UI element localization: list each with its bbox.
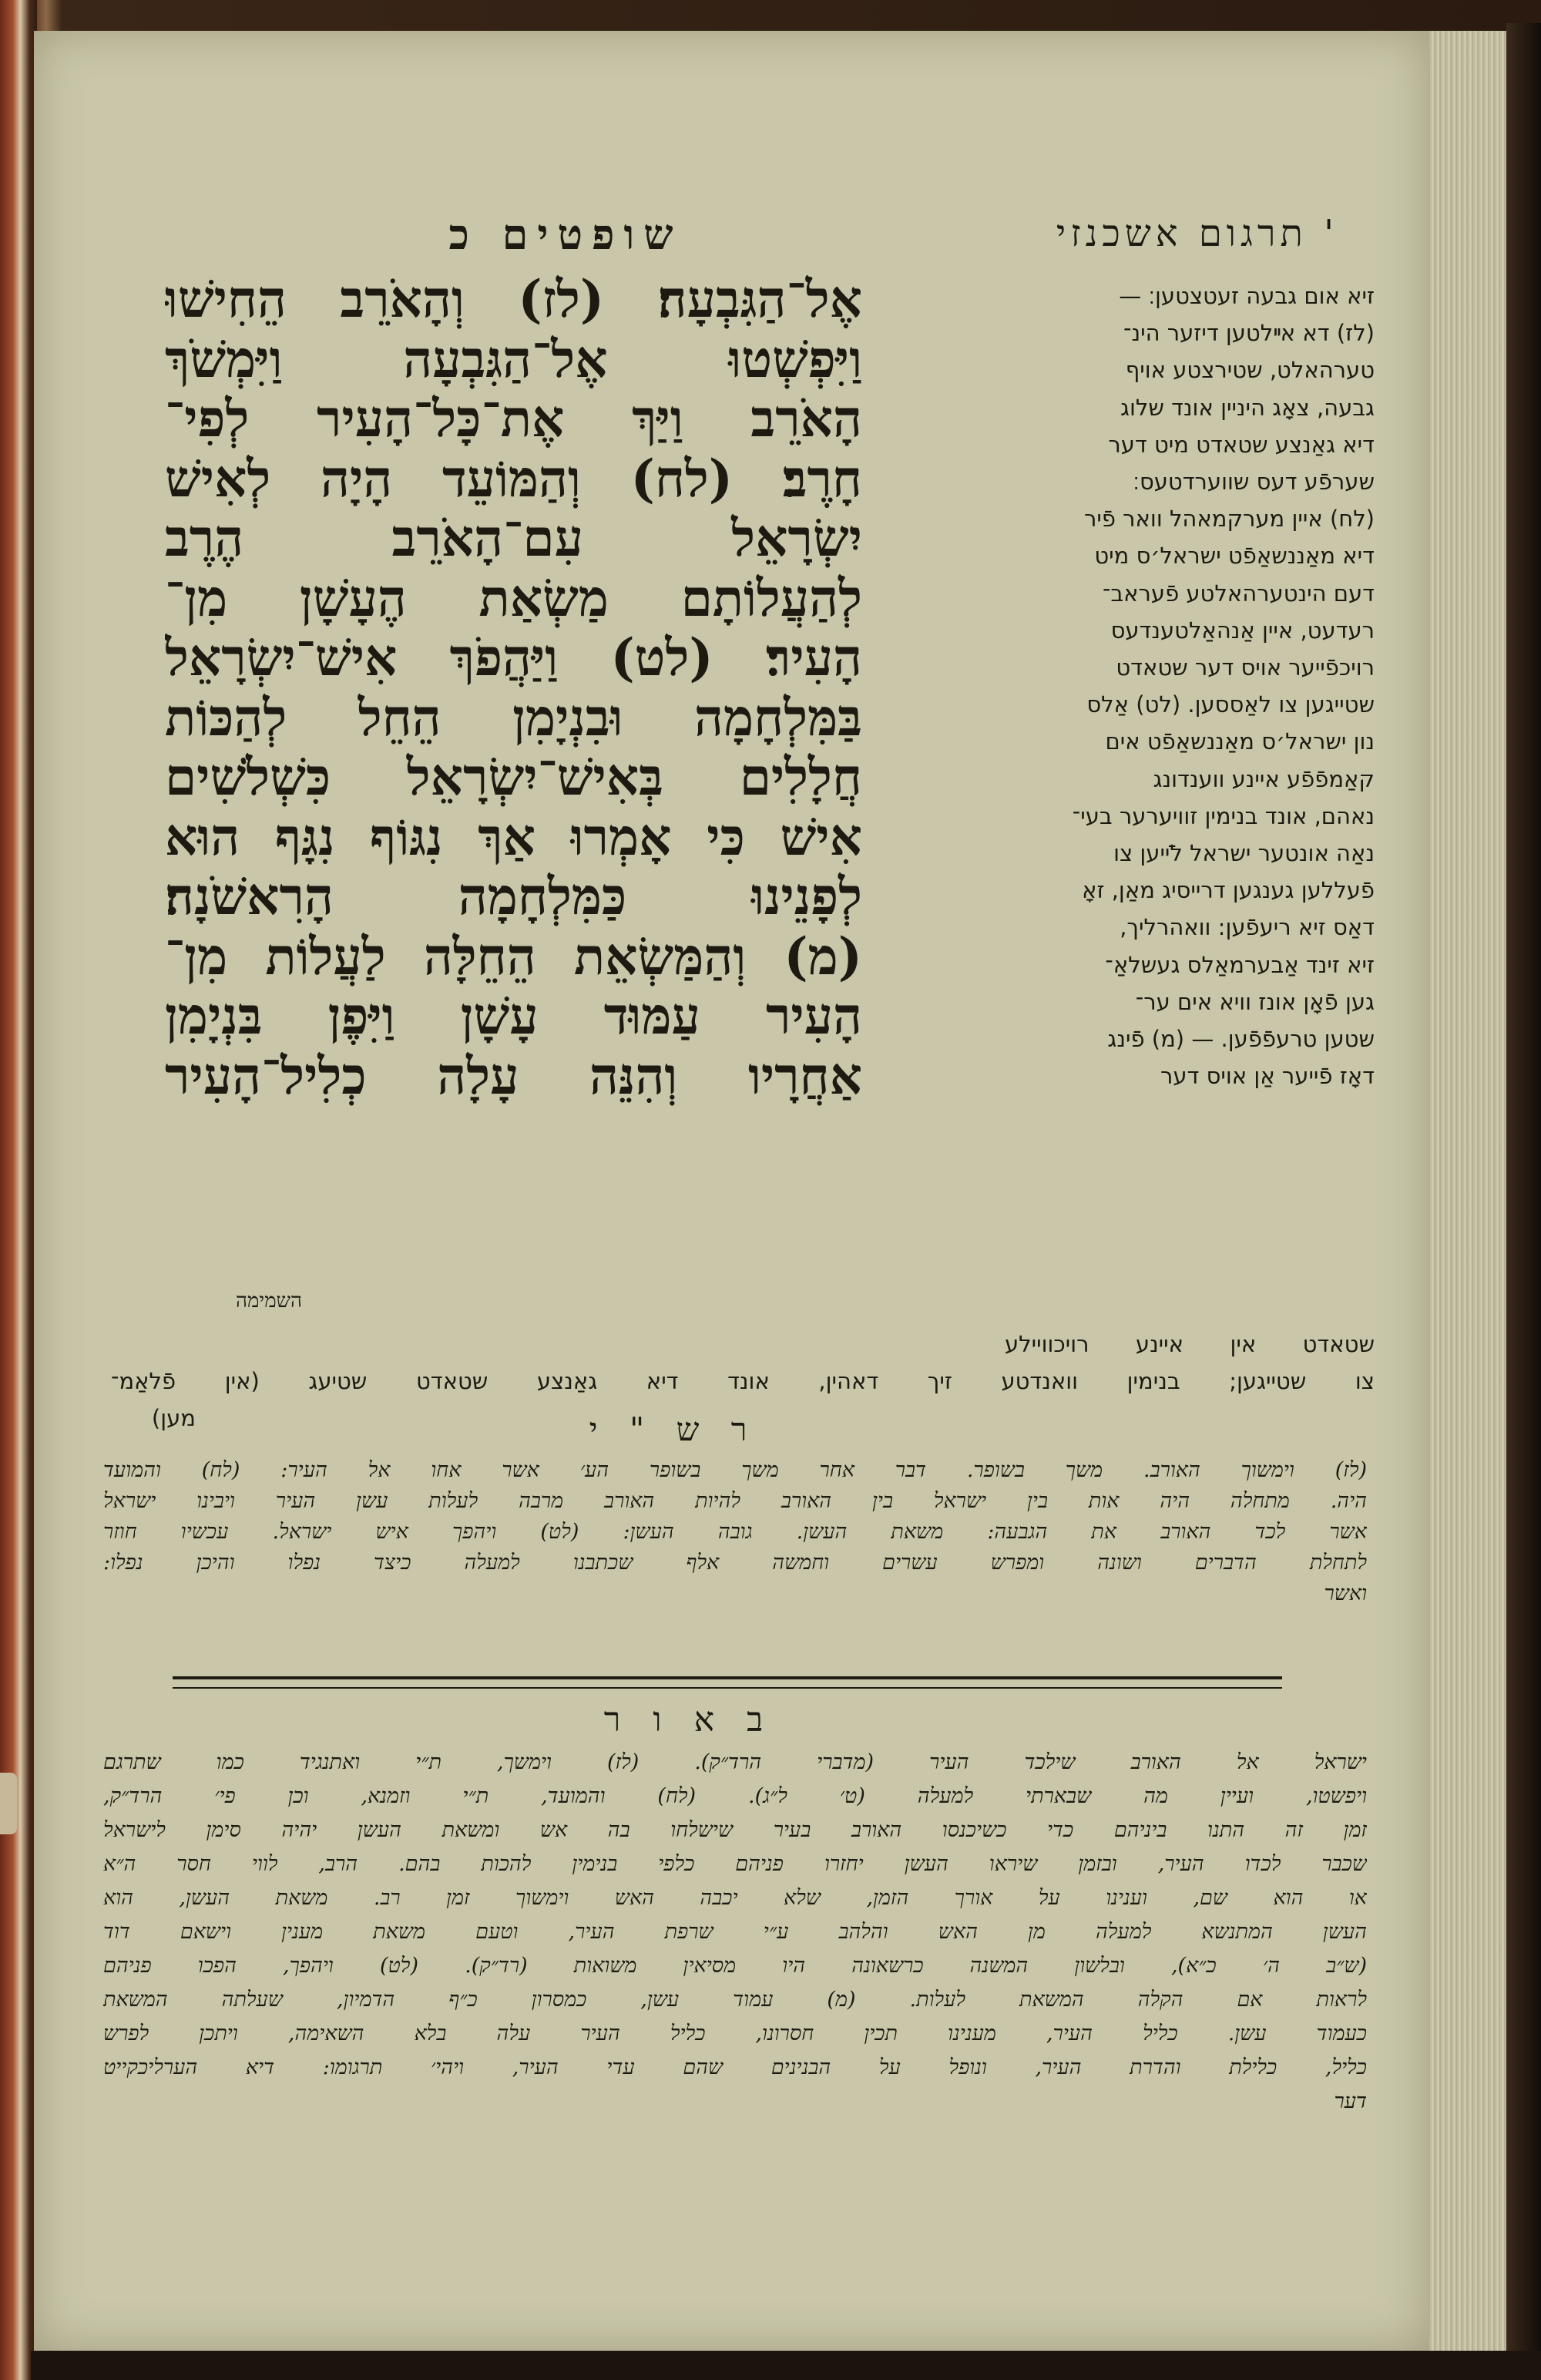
book-chapter-header: שופטים כ [448, 210, 683, 259]
targum-line: שטייגען צו לאַססען. (לט) אַלס [1086, 691, 1375, 718]
targum-line: זיא אום גבעה זעטצטען׃ — [1119, 283, 1375, 309]
targum-line-text: מען) [151, 1405, 196, 1431]
verse-line: יִשְׂרָאֵל עִם־הָאֹרֵב הֶרֶב [165, 509, 862, 568]
targum-line: גען פֿאָן אונז וויא אים ער־ [1135, 988, 1375, 1015]
targum-line: נון ישראל׳ס מאַננשאַפֿט אים [1105, 728, 1375, 755]
biur-line: (ש״ב ה׳ כ״א), ובלשון המשנה כרשאונה היו מסיאין משואות (רד״ק). (לט) ויהפך, הפכו פניהם [103, 1954, 1367, 1978]
verse-line: (מ) וְהַמַּשְׂאֵת הֵחֵלָּה לַעֲלוֹת מִן־ [165, 926, 862, 987]
biur-line: ישראל אל האורב שילכד העיר (מדברי הרד״ק). (לז) וימשך, ת״י ואתנגיד כמו שתרגם [103, 1750, 1367, 1774]
verse-line: אַחֲרָיו וְהִנֵּה עָלָה כְלִיל־הָעִיר [165, 1046, 862, 1106]
targum-line: דאָז פֿייער אַן אויס דער [1160, 1063, 1375, 1090]
verse-line: הָעִיר׃ (לט) וַיַּהֲפֹךְ אִישׁ־יִשְׂרָאֵל [165, 628, 862, 687]
verse-line: הָעִיר עַמּוּד עָשָׁן וַיִּפֶן בִּנְיָמִן [165, 987, 862, 1046]
targum-header: ' תרגום אשכנזי [1056, 212, 1339, 255]
verse-line: בַּמִּלְחָמָה וּבִנְיָמִן הֵחֵל לְהַכּוֹת [165, 687, 862, 748]
page-stack-edge [1425, 31, 1510, 2351]
rashi-line: (לז) וימשוך האורב. משך בשופר. דבר אחר משך בשופר הע׳ אשר אחו אל העיר: (לח) והמועד [103, 1458, 1367, 1482]
bottom-shadow [31, 2351, 1541, 2380]
rashi-line: אשר לכד האורב את הגבעה: משאת העשן. גובה העשן: (לט) ויהפך איש ישראל. עכשיו חוזר [103, 1520, 1367, 1544]
rashi-commentary [103, 1455, 1367, 1609]
targum-line: רעדעט, איין אַנהאַלטענדעס [1110, 617, 1375, 644]
targum-line: זיא זינד אַבערמאַלס געשלאַ־ [1105, 951, 1375, 978]
book-page [34, 31, 1429, 2351]
targum-line: דעם הינטערהאלטע פֿעראב־ [1102, 580, 1375, 607]
targum-line: (לח) איין מערקמאהל וואר פֿיר [1083, 506, 1375, 533]
biur-line: לראות אם הקלה המשאת לעלות. (מ) עמוד עשן, כמסרון כ״ף הדמיון, שעלתה המשאת [103, 1988, 1367, 2012]
verse-line: הָאֹרֵב וַיַּךְ אֶת־כָּל־הָעִיר לְפִי־ [165, 389, 862, 449]
verse-line: וַיִּפְשְׁטוּ אֶל־הַגִּבְעָה וַיִּמְשֹׁךְ [165, 329, 862, 389]
targum-line: פֿעללען גענגען דרייסיג מאַן, זאָ [1082, 877, 1375, 904]
biur-line: העשן המתנשא למעלה מן האש והלהב ע״י שרפת העיר, וטעם משאת מענין וישאם דוד [103, 1920, 1367, 1944]
rashi-line: היה. מתחלה היה אות בין ישראל בין האורב להיות האורב מרבה לעלות עשן העיר ויבינו ישראל [103, 1489, 1367, 1513]
biur-line: כליל, כלילת והדרת העיר, ונופל על הבנינים שהם עדי העיר, ויהי׳ תרגומו: דיא הערליכקייט [103, 2056, 1367, 2079]
targum-line: קאַמפֿפֿע איינע ווענדונג [1153, 765, 1375, 792]
targum-line-text: שטאדט אין איינע רויכוויילע [1005, 1331, 1375, 1357]
targum-line: רויכפֿייער אויס דער שטאדט [1116, 654, 1375, 681]
verse-line: חֲלָלִים בְּאִישׁ־יִשְׂרָאֵל כִּשְׁלֹשִׁים [165, 748, 862, 807]
biur-line: שכבר לכדו העיר, ובזמן שיראו העשן יחזרו פניהם כלפי בנימין להכות בהם. הרב, לווי חסר ה״א [103, 1852, 1367, 1876]
biblical-text-column [165, 270, 862, 1106]
facing-page-edge [0, 0, 37, 2380]
biur-line: זמן זה התנו ביניהם כדי כשיכנסו האורב בעיר שישלחו בה אש ומשאת העשן יהיה סימן לישראל [103, 1818, 1367, 1842]
biur-line: דער [1334, 2089, 1367, 2113]
targum-line: צו שטייגען; בנימין וואנדטע זיך דאהין, אונד דיא גאַנצע שטאדט שטיעג (אין פֿלאַמ־ [111, 1368, 1375, 1394]
targum-line: דיא מאַננשאַפֿט ישראל׳ס מיט [1094, 543, 1375, 570]
targum-line: דאַס זיא ריעפֿען: וואהרליך, [1120, 914, 1375, 941]
targum-column [1005, 277, 1375, 1094]
targum-line [111, 1326, 1375, 1363]
biur-commentary [103, 1746, 1367, 2119]
rashi-line: לתחלת הדברים ושונה ומפרש עשרים וחמשה אלף שכתבנו למעלה כיצד נפלו והיכן נפלו: [103, 1551, 1367, 1575]
targum-line: שטען טרעפֿפֿען. — (מ) פֿינג [1107, 1026, 1375, 1053]
rashi-line: ואשר [1324, 1582, 1367, 1605]
biur-title: ב א ו ר [603, 1700, 774, 1740]
catchword: השמימה [236, 1289, 302, 1313]
book-edge-shadow [1506, 23, 1541, 2358]
rashi-title: ר ש " י [589, 1410, 758, 1448]
biur-line: כעמוד עשן. כליל העיר, מענינו תכין חסרונו, כליל העיר עלה בלא השאימה, ויתכן לפרש [103, 2022, 1367, 2046]
verse-line: אֶל־הַגִּבְעָה׃ (לז) וְהָאֹרֵב הֵחִישׁוּ [165, 270, 862, 329]
section-divider [173, 1676, 1282, 1689]
targum-line: נאהם, אונד בנימין זוויערער בעי־ [1072, 802, 1375, 829]
page-tab [0, 1773, 17, 1834]
targum-line: טערהאלט, שטירצטע אויף [1125, 357, 1375, 384]
verse-line: לְהַעֲלוֹתָם מַשְׂאַת הֶעָשָׁן מִן־ [165, 568, 862, 628]
verse-line: לְפָנֵינוּ כַּמִּלְחָמָה הָרִאשֹׁנָה׃ [165, 867, 862, 926]
targum-line: גבעה, צאָג היניין אונד שלוג [1120, 394, 1375, 421]
biur-line: או הוא שם, וענינו על אורך הזמן, שלא יכבה האש וימשוך זמן רב. משאת העשן, הוא [103, 1886, 1367, 1910]
biur-line: ויפשטו, ועיין מה שבארתי למעלה (ט׳ ל״ג). (לח) והמועד, ת״י וזמנא, וכן פי׳ הרד״ק, [103, 1784, 1367, 1808]
targum-line: (לז) דא אײלטען דיזער הינ־ [1123, 320, 1375, 347]
targum-line: נאַה אונטער ישראל ליֿיען צו [1113, 840, 1375, 867]
targum-line: דיא גאַנצע שטאדט מיט דער [1108, 431, 1375, 458]
verse-line: חָרֶב׃ (לח) וְהַמּוֹעֵד הָיָה לְאִישׁ [165, 449, 862, 509]
verse-line: אִישׁ כִּי אָמְרוּ אַךְ נִגּוֹף נִגָּף הוּא [165, 807, 862, 867]
targum-line: שערפֿע דעס שווערדטעס׃ [1133, 469, 1375, 496]
